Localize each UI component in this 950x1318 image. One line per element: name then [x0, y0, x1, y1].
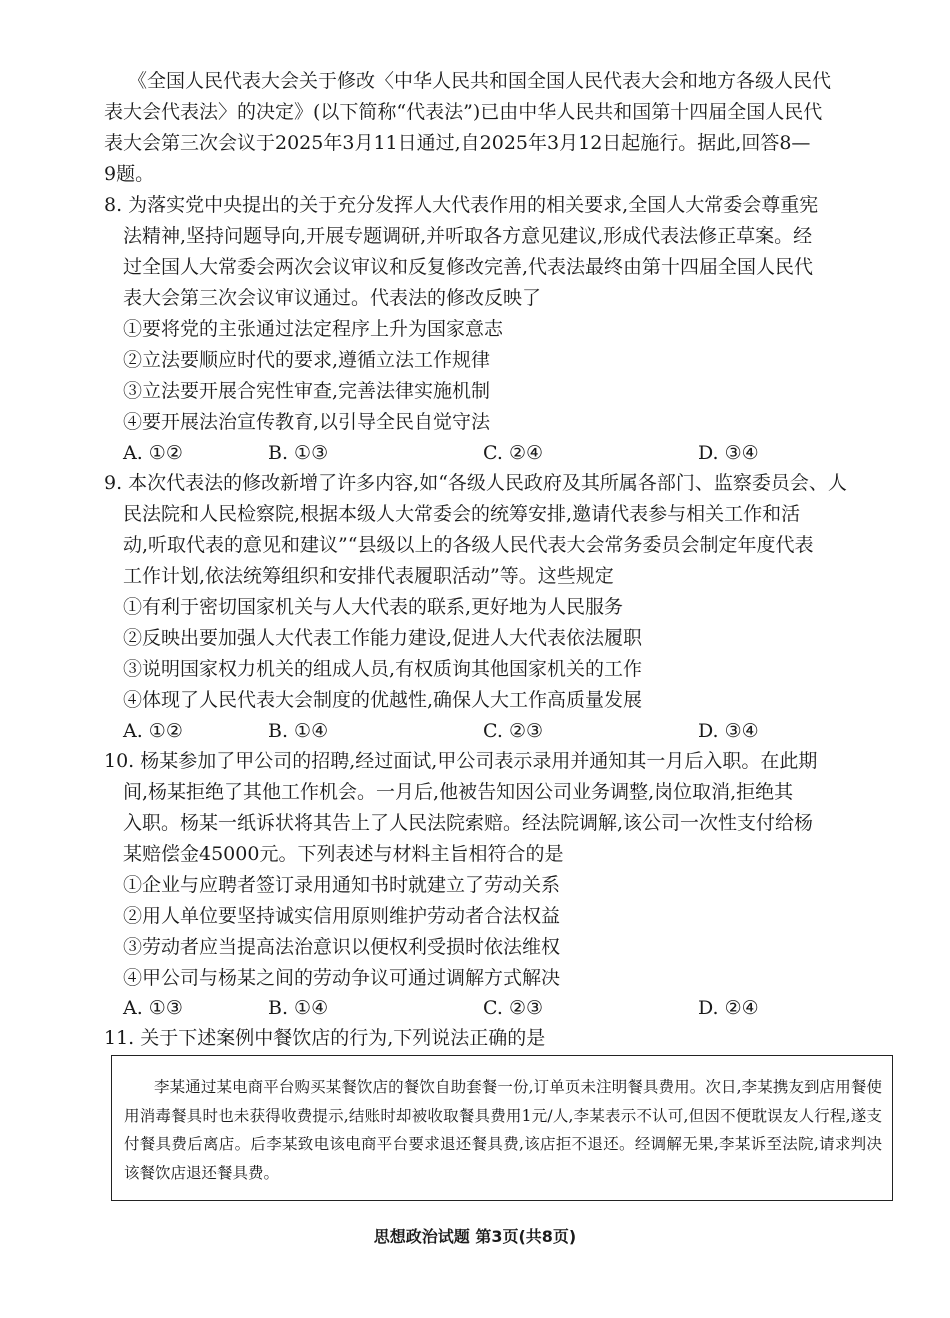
answer-choice-c: C. ②④ [483, 442, 544, 464]
intro-line: 9题。 [104, 163, 155, 185]
question-stem-line: 某赔偿金45000元。下列表述与材料主旨相符合的是 [123, 843, 564, 865]
statement-option: ③立法要开展合宪性审查,完善法律实施机制 [123, 380, 491, 402]
statement-option: ①有利于密切国家机关与人大代表的联系,更好地为人民服务 [123, 596, 624, 618]
case-material-text: 李某通过某电商平台购买某餐饮店的餐饮自助套餐一份,订单页未注明餐具费用。次日,李某携友到店用餐使用消毒餐具时也未获得收费提示,结账时却被收取餐具费用1元/人,李某表示不认可,但因不便耽误友人行程,遂支付餐具费后离店。后李某致电该电商平台要求退还餐具费,该店拒不退还。经调解无果,李某诉至法院,请求判决该餐饮店退还餐具费。 [124, 1078, 882, 1182]
statement-option: ①企业与应聘者签订录用通知书时就建立了劳动关系 [123, 874, 561, 896]
statement-option: ③劳动者应当提高法治意识以便权利受损时依法维权 [123, 936, 561, 958]
statement-option: ②反映出要加强人大代表工作能力建设,促进人大代表依法履职 [123, 627, 643, 649]
answer-choice-b: B. ①③ [268, 442, 329, 464]
answer-choice-d: D. ③④ [698, 442, 759, 464]
intro-line: 表大会代表法〉的决定》(以下简称“代表法”)已由中华人民共和国第十四届全国人民代 [104, 101, 823, 123]
question-stem-line: 入职。杨某一纸诉状将其告上了人民法院索赔。经法院调解,该公司一次性支付给杨 [123, 812, 814, 834]
statement-option: ④甲公司与杨某之间的劳动争议可通过调解方式解决 [123, 967, 561, 989]
question-stem-line: 9. 本次代表法的修改新增了许多内容,如“各级人民政府及其所属各部门、监察委员会、人 [104, 472, 847, 494]
answer-choice-a: A. ①③ [123, 997, 183, 1019]
question-stem-line: 间,杨某拒绝了其他工作机会。一月后,他被告知因公司业务调整,岗位取消,拒绝其 [123, 781, 794, 803]
answer-choice-a: A. ①② [123, 442, 183, 464]
statement-option: ③说明国家权力机关的组成人员,有权质询其他国家机关的工作 [123, 658, 643, 680]
question-stem-line: 过全国人大常委会两次会议审议和反复修改完善,代表法最终由第十四届全国人民代 [123, 256, 814, 278]
statement-option: ②用人单位要坚持诚实信用原则维护劳动者合法权益 [123, 905, 561, 927]
question-stem-line: 工作计划,依法统筹组织和安排代表履职活动”等。这些规定 [123, 565, 614, 587]
statement-option: ①要将党的主张通过法定程序上升为国家意志 [123, 318, 504, 340]
page-footer: 思想政治试题 第3页(共8页) [373, 1227, 577, 1246]
answer-choice-b: B. ①④ [268, 720, 329, 742]
answer-choice-b: B. ①④ [268, 997, 329, 1019]
question-stem-line: 民法院和人民检察院,根据本级人大常委会的统筹安排,邀请代表参与相关工作和活 [123, 503, 801, 525]
question-stem-line: 11. 关于下述案例中餐饮店的行为,下列说法正确的是 [104, 1027, 546, 1049]
statement-option: ④要开展法治宣传教育,以引导全民自觉守法 [123, 411, 491, 433]
intro-line: 《全国人民代表大会关于修改〈中华人民共和国全国人民代表大会和地方各级人民代 [128, 70, 832, 92]
answer-choice-a: A. ①② [123, 720, 183, 742]
answer-choice-d: D. ③④ [698, 720, 759, 742]
question-stem-line: 8. 为落实党中央提出的关于充分发挥人大代表作用的相关要求,全国人大常委会尊重宪 [104, 194, 819, 216]
case-material-box [111, 1055, 893, 1201]
question-stem-line: 10. 杨某参加了甲公司的招聘,经过面试,甲公司表示录用并通知其一月后入职。在此期 [104, 750, 818, 772]
question-stem-line: 法精神,坚持问题导向,开展专题调研,并听取各方意见建议,形成代表法修正草案。经 [123, 225, 813, 247]
answer-choice-c: C. ②③ [483, 997, 544, 1019]
question-stem-line: 表大会第三次会议审议通过。代表法的修改反映了 [123, 287, 542, 309]
statement-option: ④体现了人民代表大会制度的优越性,确保人大工作高质量发展 [123, 689, 643, 711]
question-stem-line: 动,听取代表的意见和建议”“县级以上的各级人民代表大会常务委员会制定年度代表 [123, 534, 814, 556]
answer-choice-d: D. ②④ [698, 997, 759, 1019]
statement-option: ②立法要顺应时代的要求,遵循立法工作规律 [123, 349, 491, 371]
intro-line: 表大会第三次会议于2025年3月11日通过,自2025年3月12日起施行。据此,回答8— [104, 132, 811, 154]
answer-choice-c: C. ②③ [483, 720, 544, 742]
